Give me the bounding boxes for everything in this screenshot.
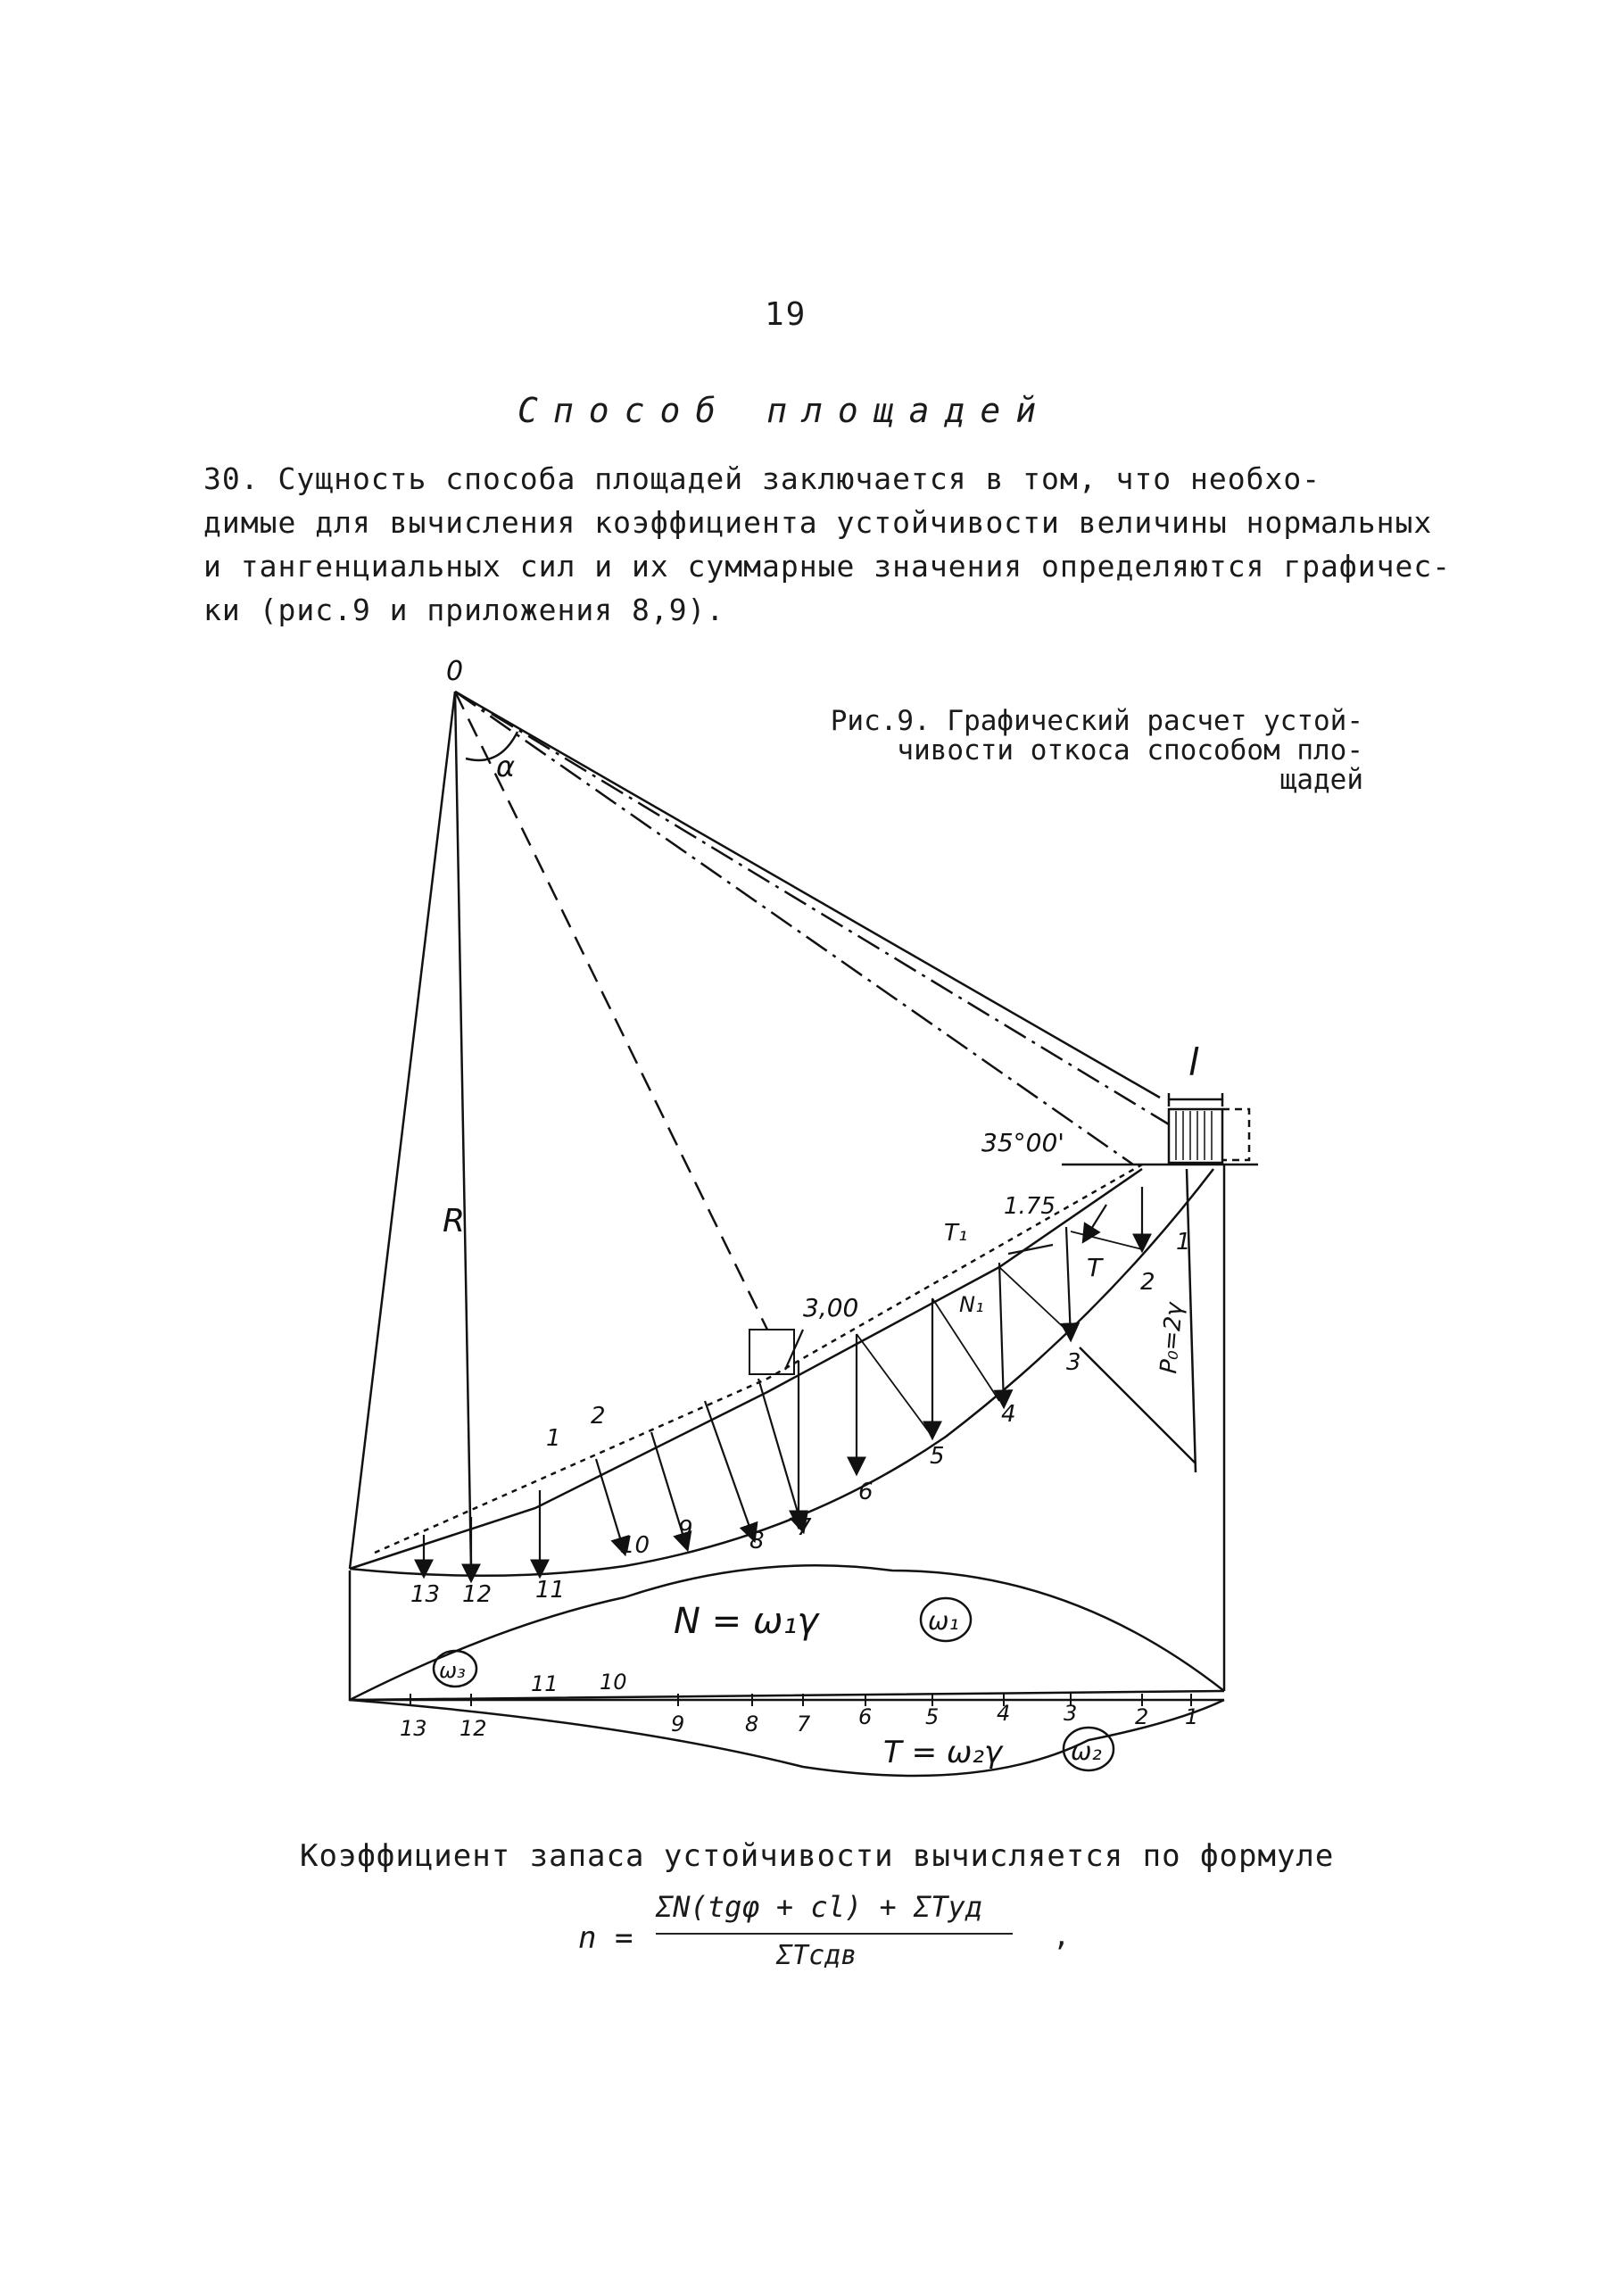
formula-intro: Коэффициент запаса устойчивости вычисляется по формуле — [300, 1838, 1335, 1874]
radius-line-top — [455, 692, 1160, 1098]
top-load-block — [1169, 1109, 1222, 1163]
axis-number: 7 — [797, 1712, 811, 1737]
slip-number: 6 — [858, 1479, 874, 1505]
paragraph-line: димые для вычисления коэффициента устойчивости величины нормальных — [203, 505, 1433, 540]
top-load-dash — [1222, 1109, 1249, 1160]
caption-line: чивости откоса способом пло- — [897, 734, 1363, 767]
formula-numerator: ΣN(tgφ + cl) + ΣTуд — [656, 1890, 983, 1924]
axis-number: 2 — [1135, 1704, 1149, 1729]
slip-number: 12 — [462, 1581, 493, 1608]
width-label: l — [1188, 1040, 1199, 1084]
n-equation: N = ω₁γ — [674, 1601, 819, 1642]
caption-line: щадей — [1279, 764, 1363, 796]
slip-number: 5 — [930, 1443, 945, 1470]
radius-line-left — [350, 692, 455, 1569]
t1-label: T₁ — [944, 1220, 968, 1247]
center-label: 0 — [446, 656, 464, 687]
angle-label: 35°00' — [981, 1128, 1064, 1157]
width-dim — [1169, 1093, 1222, 1107]
slip-number: 4 — [1001, 1401, 1016, 1428]
axis-number: 1 — [1185, 1704, 1199, 1729]
alpha-label: α — [496, 750, 516, 783]
t-equation: T = ω₂γ — [883, 1735, 1003, 1770]
omega3-label: ω₃ — [439, 1658, 466, 1683]
slip-number: 10 — [620, 1532, 650, 1559]
stability-formula — [571, 1883, 1124, 1981]
axis-number: 6 — [858, 1704, 873, 1729]
omega2-label: ω₂ — [1071, 1737, 1102, 1766]
formula-tail: , — [1053, 1919, 1071, 1952]
axis-number: 3 — [1064, 1701, 1078, 1726]
slip-number: 1 — [1176, 1229, 1191, 1256]
paragraph-line: ки (рис.9 и приложения 8,9). — [203, 593, 725, 627]
slope-surface — [350, 1169, 1142, 1569]
slip-curve — [350, 1169, 1213, 1576]
formula-denominator: ΣTсдв — [776, 1940, 857, 1971]
radius-line-vertical — [455, 692, 471, 1569]
n1-label: N₁ — [959, 1292, 984, 1317]
slip-number: 13 — [410, 1581, 441, 1608]
slip-number: 2 — [1140, 1269, 1155, 1296]
axis-number: 8 — [745, 1712, 759, 1737]
slip-number: 3 — [1066, 1349, 1081, 1376]
slip-number: 8 — [749, 1528, 765, 1554]
radius-label: R — [443, 1203, 466, 1239]
omega1-label: ω₁ — [928, 1606, 959, 1636]
top-load-hatch — [1176, 1111, 1212, 1160]
axis-top-number: 11 — [531, 1671, 559, 1696]
caption-line: Рис.9. Графический расчет устой- — [830, 705, 1363, 737]
pressure-label: P₀=2γ — [1155, 1301, 1188, 1375]
axis-number: 12 — [460, 1716, 487, 1741]
slip-number: 11 — [535, 1577, 566, 1604]
formula-lhs: n = — [578, 1920, 633, 1956]
axis-number: 4 — [997, 1701, 1011, 1726]
axis-top-number: 10 — [600, 1670, 627, 1695]
page-number: 19 — [765, 296, 807, 333]
axis-number: 9 — [671, 1712, 685, 1737]
dim-175-label: 1.75 — [1004, 1193, 1056, 1220]
upper-number: 1 — [546, 1425, 561, 1452]
slip-number: 9 — [678, 1516, 693, 1543]
axis-number: 13 — [400, 1716, 427, 1741]
t-label: T — [1087, 1253, 1103, 1282]
slope-surface-dash — [375, 1165, 1142, 1553]
radius-line-dashdot-1 — [455, 692, 1133, 1165]
radius-line-dashdot-2 — [455, 692, 1169, 1124]
pressure-line — [1187, 1169, 1196, 1472]
section-title: Способ площадей — [517, 391, 1052, 430]
paragraph-line: и тангенциальных сил и их суммарные значения определяются графичес- — [203, 549, 1452, 584]
paragraph-line: 30. Сущность способа площадей заключается в том, что необхо- — [203, 461, 1321, 496]
upper-number: 2 — [591, 1403, 606, 1430]
slip-number: 7 — [797, 1514, 812, 1541]
fraction-bar — [656, 1933, 1013, 1935]
axis-number: 5 — [925, 1704, 940, 1729]
dim-300-label: 3,00 — [803, 1293, 859, 1322]
